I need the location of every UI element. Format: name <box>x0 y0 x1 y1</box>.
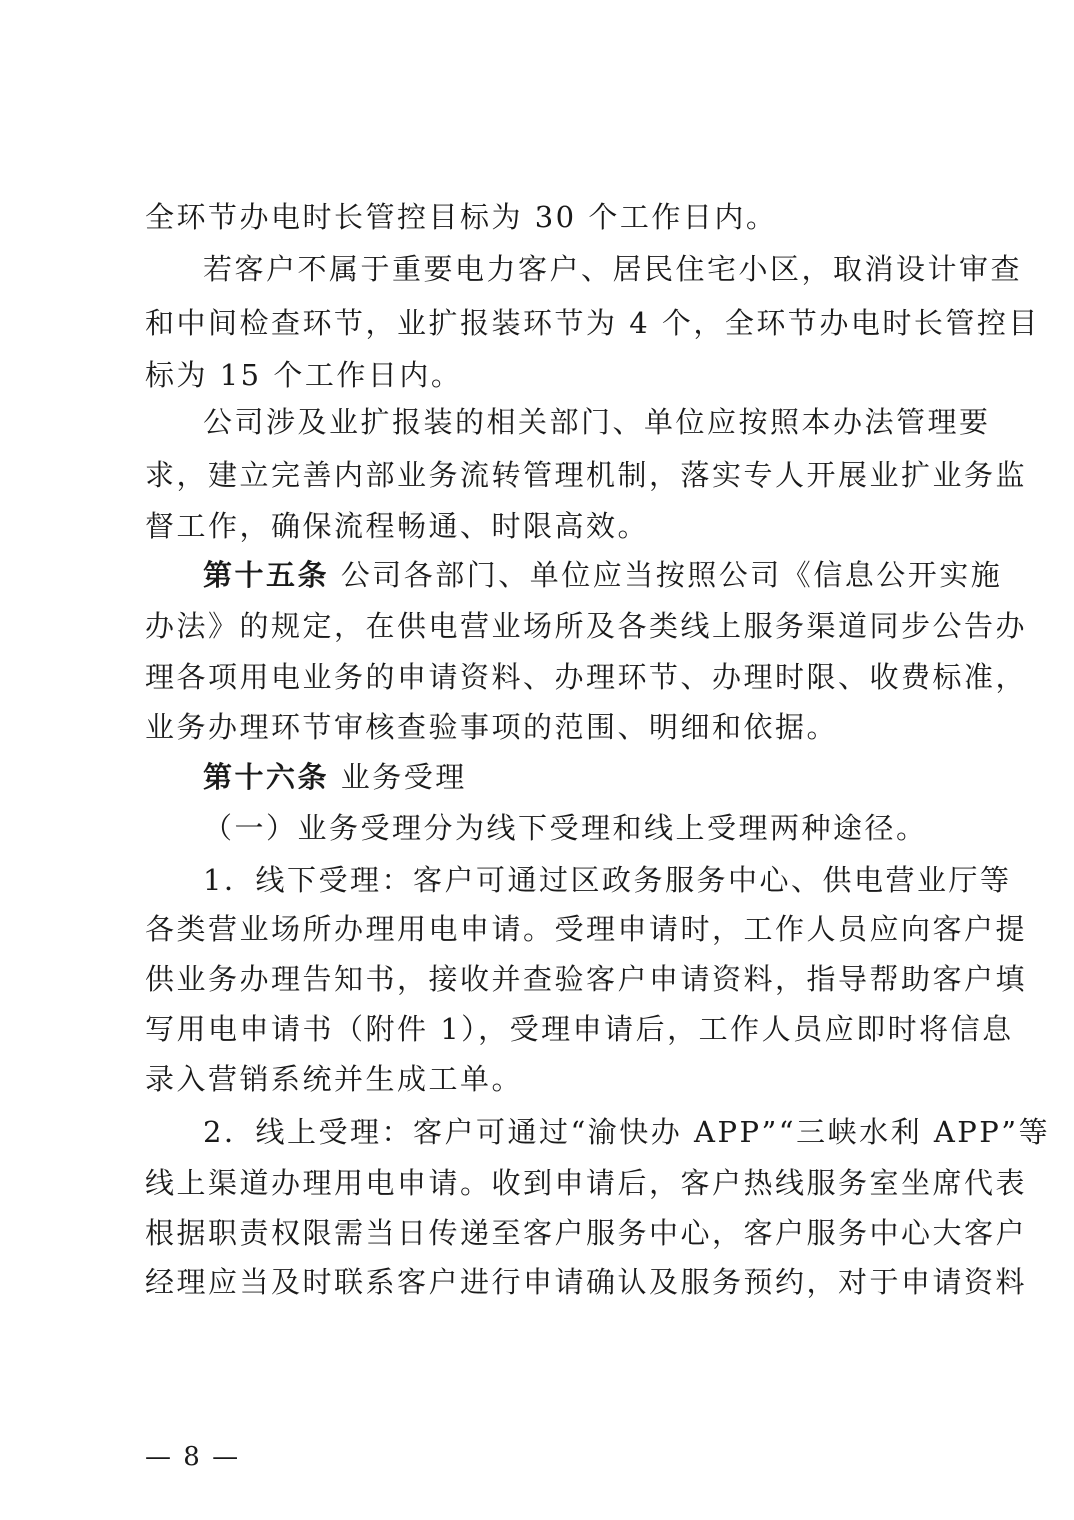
article-heading-line <box>203 751 945 803</box>
text-line: 写用电申请书（附件 1），受理申请后，工作人员应即时将信息 <box>145 1012 1014 1046</box>
text-line: 1．线下受理：客户可通过区政务服务中心、供电营业厅等 <box>203 863 1012 897</box>
text-line: 供业务办理告知书，接收并查验客户申请资料，指导帮助客户填 <box>145 962 1028 996</box>
article-body: 公司各部门、单位应当按照公司《信息公开实施 <box>340 558 1003 592</box>
text-line: （一）业务受理分为线下受理和线上受理两种途径。 <box>203 811 928 845</box>
text-line: 和中间检查环节，业扩报装环节为 4 个，全环节办电时长管控目 <box>145 306 1040 340</box>
text-line: 办法》的规定，在供电营业场所及各类线上服务渠道同步公告办 <box>145 609 1028 643</box>
text-line: 经理应当及时联系客户进行申请确认及服务预约，对于申请资料 <box>145 1265 1028 1299</box>
text-line: 公司涉及业扩报装的相关部门、单位应按照本办法管理要 <box>203 405 991 439</box>
text-line: 全环节办电时长管控目标为 30 个工作日内。 <box>145 200 778 234</box>
article-heading-line <box>203 549 1003 601</box>
text-line: 录入营销系统并生成工单。 <box>145 1062 524 1096</box>
article-heading: 第十六条 <box>203 760 330 794</box>
text-line: 求，建立完善内部业务流转管理机制，落实专人开展业扩业务监 <box>145 458 1028 492</box>
text-line: 线上渠道办理用电申请。收到申请后，客户热线服务室坐席代表 <box>145 1166 1028 1200</box>
text-line: 业务办理环节审核查验事项的范围、明细和依据。 <box>145 710 839 744</box>
text-line: 理各项用电业务的申请资料、办理环节、办理时限、收费标准， <box>145 660 1028 694</box>
text-line: 若客户不属于重要电力客户、居民住宅小区，取消设计审查 <box>203 252 1023 286</box>
text-line: 2．线上受理：客户可通过“渝快办 APP”“三峡水利 APP”等 <box>203 1115 1051 1149</box>
text-line: 根据职责权限需当日传递至客户服务中心，客户服务中心大客户 <box>145 1216 1028 1250</box>
text-line: 督工作，确保流程畅通、时限高效。 <box>145 509 650 543</box>
article-title: 业务受理 <box>340 760 467 794</box>
article-heading: 第十五条 <box>203 558 330 592</box>
text-line: 标为 15 个工作日内。 <box>145 358 463 392</box>
page-number: — 8 — <box>145 1442 241 1472</box>
text-line: 各类营业场所办理用电申请。受理申请时，工作人员应向客户提 <box>145 912 1028 946</box>
